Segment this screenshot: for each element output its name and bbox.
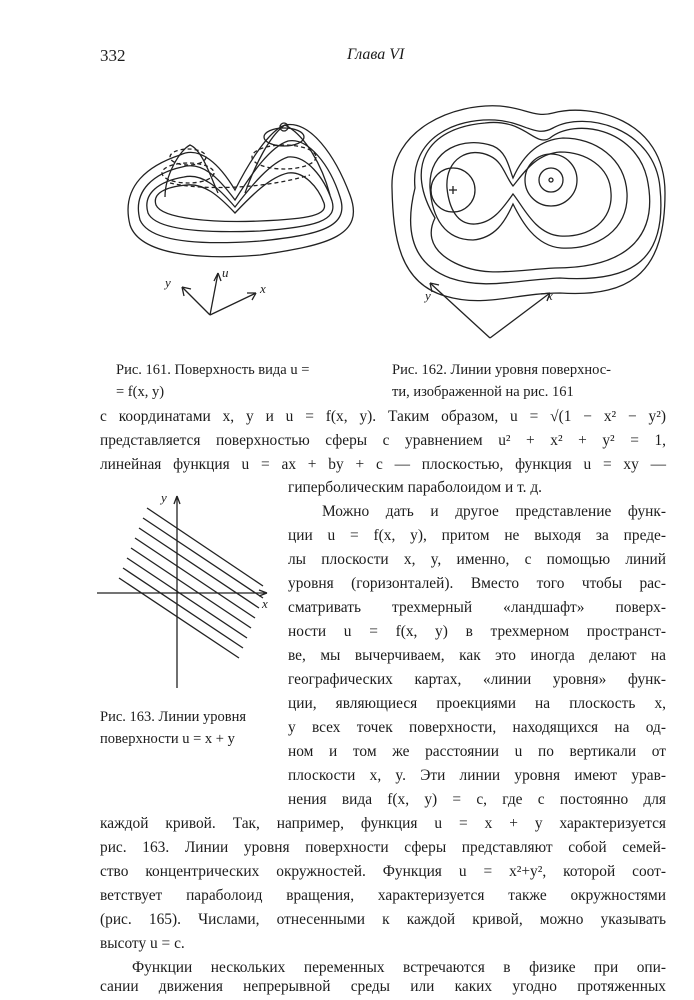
body-line: гиперболическим параболоидом и т. д. bbox=[288, 479, 543, 496]
body-line: ции u = f(x, y), притом не выходя за преде- bbox=[288, 527, 666, 544]
axis-label-x: x bbox=[260, 281, 266, 296]
body-line: (рис. 165). Числами, отнесенными к каждой кривой, можно указывать bbox=[100, 911, 666, 928]
axis-label-y: y bbox=[165, 275, 171, 290]
body-line: ном и том же расстоянии u по вертикали от bbox=[288, 743, 666, 760]
body-line: ве, мы вычерчиваем, как это иногда делают на bbox=[288, 647, 666, 664]
body-line: ветствует параболоид вращения, характеризуется также окружностями bbox=[100, 887, 666, 904]
body-line: плоскости x, y. Эти линии уровня имеют урав- bbox=[288, 767, 666, 784]
body-line: представляется поверхностью сферы с уравнением u² + x² + y² = 1, bbox=[100, 432, 666, 449]
body-line: каждой кривой. Так, например, функция u = x + y характеризуется bbox=[100, 815, 666, 832]
body-line: лы плоскости x, y, именно, с помощью линий bbox=[288, 551, 666, 568]
body-line: рис. 163. Линии уровня поверхности сферы представляют собой семей- bbox=[100, 839, 666, 856]
body-line: ции, являющиеся проекциями на плоскость x, bbox=[288, 695, 666, 712]
running-header: Глава VI bbox=[347, 46, 405, 63]
axis-label-x: x bbox=[547, 288, 553, 303]
caption-line: Рис. 161. Поверхность вида u = bbox=[116, 362, 310, 378]
caption-line: = f(x, y) bbox=[116, 384, 165, 400]
body-line: нения вида f(x, y) = c, где c постоянно для bbox=[288, 791, 666, 808]
body-line: уровня (горизонталей). Вместо того чтобы рас- bbox=[288, 575, 666, 592]
body-line: линейная функция u = ax + by + c — плоскостью, функция u = xy — bbox=[100, 456, 666, 473]
axis-label-x: x bbox=[262, 596, 268, 611]
body-line: Функции нескольких переменных встречаются в физике при опи- bbox=[132, 959, 666, 976]
figure-162-contours bbox=[385, 98, 665, 348]
figure-162-caption bbox=[392, 359, 652, 403]
figure-161-surface bbox=[110, 115, 360, 325]
axis-label-u: u bbox=[222, 265, 229, 280]
body-line: y всех точек поверхности, находящихся на од- bbox=[288, 719, 666, 736]
caption-line: Рис. 162. Линии уровня поверхнос- bbox=[392, 362, 612, 378]
body-line: высоту u = c. bbox=[100, 935, 185, 952]
caption-line: поверхности u = x + y bbox=[100, 731, 235, 747]
axis-label-y: y bbox=[161, 490, 167, 505]
caption-line: Рис. 163. Линии уровня bbox=[100, 709, 247, 725]
body-line: Можно дать и другое представление функ- bbox=[322, 503, 666, 520]
caption-line: ти, изображенной на рис. 161 bbox=[392, 384, 574, 400]
body-line: с координатами x, y и u = f(x, y). Таким образом, u = √(1 − x² − y²) bbox=[100, 408, 666, 425]
axis-label-y: y bbox=[425, 288, 431, 303]
figure-163-caption bbox=[100, 706, 280, 750]
body-line: географических картах, «линии уровня» функ- bbox=[288, 671, 666, 688]
figure-163-parallel-lines bbox=[95, 488, 280, 698]
figure-161-caption bbox=[116, 359, 370, 403]
body-line: ности u = f(x, y) в трехмерном пространст- bbox=[288, 623, 666, 640]
body-line: ство концентрических окружностей. Функция u = x²+y², которой соот- bbox=[100, 863, 666, 880]
page-number: 332 bbox=[100, 46, 126, 65]
body-line: сании движения непрерывной среды или каких угодно протяженных bbox=[100, 978, 666, 995]
body-line: сматривать трехмерный «ландшафт» поверх- bbox=[288, 599, 666, 616]
